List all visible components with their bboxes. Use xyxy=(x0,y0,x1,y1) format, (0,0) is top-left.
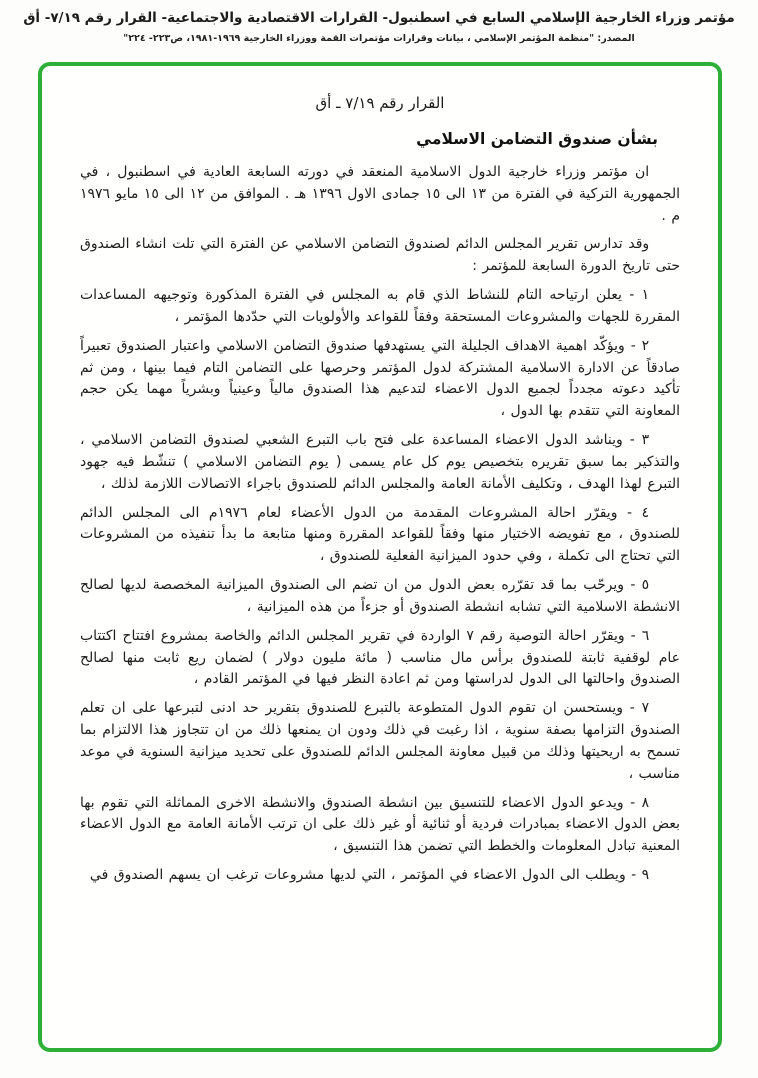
paragraph-item-1: ١ - يعلن ارتياحه التام للنشاط الذي قام به المجلس في الفترة المذكورة وتوجيهه المساعدات المقررة للجهات والمشروعات المستحقة وفقاً للقواعد والأولويات التي حدّدها المؤتمر ، xyxy=(80,287,680,325)
paragraph-item-6: ٦ - ويقرّر احالة التوصية رقم ٧ الواردة في تقرير المجلس الدائم والخاصة بمشروع افتتاح اكتتاب عام لوقفية ثابتة للصندوق برأس مال مناسب ( مائة مليون دولار ) لضمان ريع ثابت منها لصالح الصندوق واحالتها الى الدول لدراستها ومن ثم اعادة النظر فيها في المؤتمر القادم ، xyxy=(80,627,680,688)
header-source-line: المصدر: "منظمة المؤتمر الإسلامي ، بيانات وقرارات مؤتمرات القمة ووزراء الخارجية ١٩٦٩-١٩٨١، ص٢٢٣- ٢٢٤" xyxy=(123,33,635,44)
paragraph-item-5: ٥ - ويرحّب بما قد تقرّره بعض الدول من ان تضم الى الصندوق الميزانية المخصصة لديها لصالح الانشطة الاسلامية التي تشابه انشطة الصندوق أو جزءاً من هذه الميزانية ، xyxy=(80,577,680,615)
paragraph-item-2: ٢ - ويؤكّد اهمية الاهداف الجليلة التي يستهدفها صندوق التضامن الاسلامي واعتبار الصندوق تعبيراً صادقاً عن الادارة الاسلامية المشتركة لدول المؤتمر وحرصها على التضامن التام فيما بينها ، ومن ثم تأكيد دعوته مجدداً لجميع الدول الاعضاء لتدعيم هذا الصندوق مالياً وعينياً وبشرياً مهما يكن حجم المعاونة التي تتقدم بها الدول ، xyxy=(80,337,680,420)
resolution-title: القرار رقم ٧/١٩ ـ أق xyxy=(315,94,445,112)
document-frame xyxy=(38,62,722,1052)
paragraph-preamble-2: وقد تدارس تقرير المجلس الدائم لصندوق التضامن الاسلامي عن الفترة التي تلت انشاء الصندوق حتى تاريخ الدورة السابعة للمؤتمر : xyxy=(80,236,680,275)
paragraph-item-8: ٨ - ويدعو الدول الاعضاء للتنسيق بين انشطة الصندوق والانشطة الاخرى المماثلة التي تقوم بها بعض الدول الاعضاء بمبادرات فردية أو ثنائية أو غير ذلك على ان ترتب الأمانة العامة مع الدول الاعضاء المعنية تبادل المعلومات والخطط التي تضمن هذا التنسيق ، xyxy=(80,794,680,855)
paragraph-preamble-1: ان مؤتمر وزراء خارجية الدول الاسلامية المنعقد في دورته السابعة العادية في اسطنبول ، في الجمهورية التركية في الفترة من ١٣ الى ١٥ جمادى الاول ١٣٩٦ هـ . الموافق من ١٢ الى ١٥ مايو ١٩٧٦ م . xyxy=(79,164,680,224)
paragraph-item-4: ٤ - ويقرّر احالة المشروعات المقدمة من الدول الأعضاء لعام ١٩٧٦م الى المجلس الدائم للصندوق ، مع تفويضه الاختيار منها وفقاً للقواعد المقررة ومنها متابعة ما بدأ تنفيذه من المشروعات التي تحتاج الى تكملة ، وفي حدود الميزانية الفعلية للصندوق ، xyxy=(80,504,680,565)
resolution-subtitle: بشأن صندوق التضامن الاسلامي xyxy=(416,130,658,148)
document-body xyxy=(80,162,680,887)
header-title: مؤتمر وزراء الخارجية الإسلامي السابع في اسطنبول- القرارات الاقتصادية والاجتماعية- القرار رقم ٧/١٩- أق xyxy=(23,10,735,26)
paragraph-item-7: ٧ - ويستحسن ان تقوم الدول المتطوعة بالتبرع للصندوق بتقرير حد ادنى لتبرعها على ان تعلم الصندوق التزامها بصفة سنوية ، اذا رغبت في ذلك ودون ان يمنعها ذلك من ان تتجاوز هذا الالتزام بما تسمح به اريحيتها وذلك من قبيل معاونة المجلس الدائم للصندوق على تحديد ميزانية السنوية في موعد مناسب ، xyxy=(80,700,680,782)
page-header xyxy=(0,0,758,44)
paragraph-item-3: ٣ - ويناشد الدول الاعضاء المساعدة على فتح باب التبرع الشعبي لصندوق التضامن الاسلامي ، والتذكير بما سبق تقريره بتخصيص يوم كل عام يسمى ( يوم التضامن الاسلامي ) تنشّط فيه جهود التبرع لهذا الهدف ، وتكليف الأمانة العامة والمجلس الدائم للصندوق باجراء الاتصالات اللازمة لذلك ، xyxy=(80,432,680,492)
paragraph-item-9: ٩ - ويطلب الى الدول الاعضاء في المؤتمر ، التي لديها مشروعات ترغب ان يسهم الصندوق في xyxy=(89,867,650,884)
